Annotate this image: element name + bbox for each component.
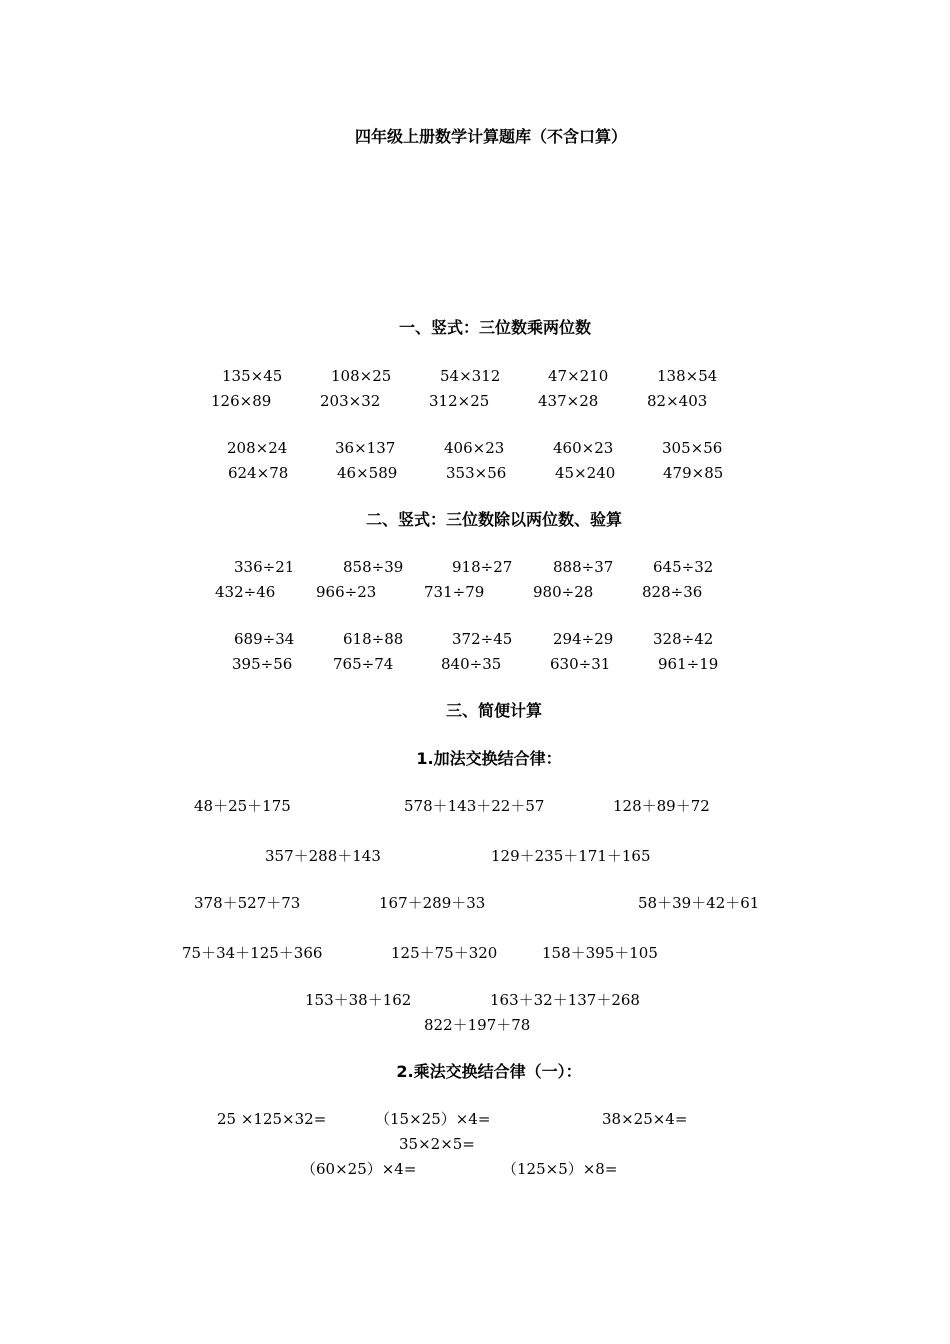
problem: （15×25）×4= [375,1110,491,1128]
problem: 38×25×4= [602,1110,688,1128]
problem: 645÷32 [653,558,714,576]
problem: （125×5）×8= [502,1160,618,1178]
problem: 357＋288＋143 [265,847,381,865]
section-1-heading: 一、竖式：三位数乘两位数 [398,318,592,337]
problem: 980÷28 [533,583,594,601]
problem: 822＋197＋78 [424,1016,531,1034]
problem: 158＋395＋105 [542,944,658,962]
problem: 336÷21 [234,558,295,576]
problem: 153＋38＋162 [305,991,412,1009]
problem: （60×25）×4= [301,1160,417,1178]
problem: 208×24 [227,439,288,457]
subsection-2-heading: 2.乘法交换结合律（一）： [396,1062,582,1081]
problem: 125＋75＋320 [391,944,498,962]
problem: 630÷31 [550,655,611,673]
problem: 432÷46 [215,583,276,601]
subsection-1-heading: 1.加法交换结合律： [416,749,562,768]
problem: 312×25 [429,392,490,410]
problem: 108×25 [331,367,392,385]
document-title: 四年级上册数学计算题库（不含口算） [354,127,628,146]
problem: 765÷74 [333,655,394,673]
problem: 961÷19 [658,655,719,673]
problem: 372÷45 [452,630,513,648]
problem: 75＋34＋125＋366 [182,944,323,962]
section-2-heading: 二、竖式：三位数除以两位数、验算 [365,510,623,529]
problem: 25 ×125×32= [217,1110,327,1128]
problem: 305×56 [662,439,723,457]
problem: 460×23 [553,439,614,457]
problem: 624×78 [228,464,289,482]
problem: 966÷23 [316,583,377,601]
problem: 731÷79 [424,583,485,601]
problem: 437×28 [538,392,599,410]
problem: 46×589 [337,464,398,482]
problem: 167＋289＋33 [379,894,486,912]
problem: 203×32 [320,392,381,410]
problem: 479×85 [663,464,724,482]
problem: 35×2×5= [399,1135,475,1153]
problem: 36×137 [335,439,396,457]
problem: 888÷37 [553,558,614,576]
problem: 378＋527＋73 [194,894,301,912]
problem: 128＋89＋72 [613,797,710,815]
problem: 138×54 [657,367,718,385]
problem: 126×89 [211,392,272,410]
problem: 54×312 [440,367,501,385]
problem: 618÷88 [343,630,404,648]
problem: 918÷27 [452,558,513,576]
problem: 58＋39＋42＋61 [638,894,760,912]
problem: 828÷36 [642,583,703,601]
problem: 689÷34 [234,630,295,648]
problem: 45×240 [555,464,616,482]
problem: 135×45 [222,367,283,385]
problem: 129＋235＋171＋165 [491,847,651,865]
problem: 48＋25＋175 [194,797,291,815]
problem: 163＋32＋137＋268 [490,991,640,1009]
problem: 406×23 [444,439,505,457]
problem: 395÷56 [232,655,293,673]
problem: 328÷42 [653,630,714,648]
problem: 578＋143＋22＋57 [404,797,545,815]
problem: 840÷35 [441,655,502,673]
problem: 353×56 [446,464,507,482]
problem: 47×210 [548,367,609,385]
problem: 858÷39 [343,558,404,576]
problem: 294÷29 [553,630,614,648]
problem: 82×403 [647,392,708,410]
section-3-heading: 三、简便计算 [445,701,543,720]
